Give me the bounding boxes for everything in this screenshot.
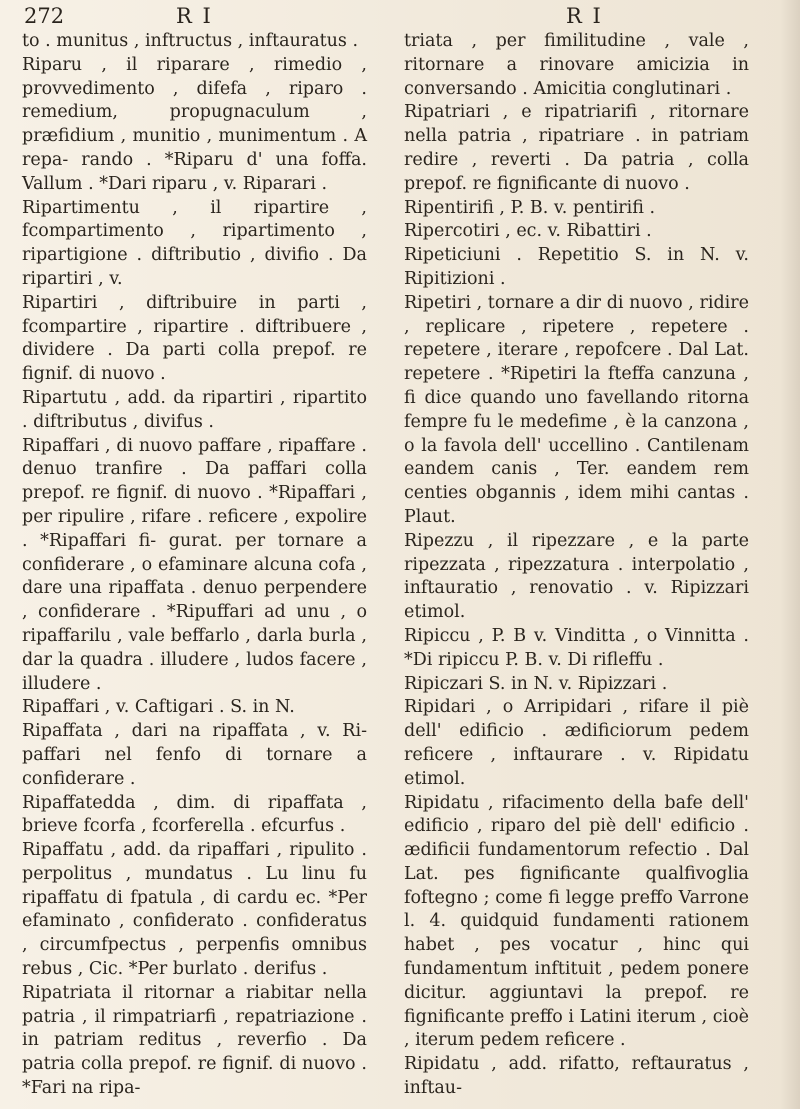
entry: Ripiczari S. in N. v. Ripizzari . [404, 673, 668, 694]
right-column [404, 30, 749, 1101]
entry: Ripezzu , il ripezzare , e la parte ripezzata , ripezzatura . interpolatio , inftauratio , renovatio . v. Ripizzari etimol. [404, 530, 749, 623]
entry: Ripaffatu , add. da ripaffari , ripulito . perpolitus , mundatus . Lu linu fu ripaffatu di fpatula , di cardu ec. *Per efaminato , confiderato . confideratus , circumfpectus , perpenfis omnibus rebus , Cic. *Per burlato . derifus . [22, 840, 367, 980]
running-head-right: R I [566, 4, 603, 28]
entry: Ripidatu , add. rifatto, reftauratus , inftau- [404, 1054, 749, 1099]
entry: Ripaffari , v. Caftigari . S. in N. [22, 697, 295, 718]
entry: Ripidatu , rifacimento della bafe dell' edificio , riparo del piè dell' edificio . ædificii fundamentorum refectio . Dal Lat. pes fignificante qualfivoglia foftegno ; come fi legge preffo Varrone l. 4. quidquid fundamenti rationem habet , pes vocatur , hinc qui fundamentum inftituit , pedem ponere dicitur. aggiuntavi la prepof. re fignificante preffo i Latini iterum , cioè , iterum pedem reficere . [404, 792, 749, 1051]
entry: Ripartutu , add. da ripartiri , ripartito . diftributus , divifus . [22, 387, 367, 432]
entry: triata , per fimilitudine , vale , ritornare a rinovare amicizia in conversando . Amicitia conglutinari . [404, 31, 749, 99]
entry: Ripercotiri , ec. v. Ribattiri . [404, 221, 652, 242]
entry: Ripartiri , diftribuire in parti , fcompartire , ripartire . diftribuere , dividere . Da parti colla prepof. re fignif. di nuovo . [22, 292, 367, 385]
entry: Ripatriata il ritornar a riabitar nella patria , il rimpatriarfi , repatriazione . in patriam reditus , reverfio . Da patria colla prepof. re fignif. di nuovo . *Fari na ripa- [22, 982, 367, 1099]
page-number: 272 [24, 4, 65, 28]
entry: Ripidari , o Arripidari , rifare il piè dell' edificio . ædificiorum pedem reficere , inftaurare . v. Ripidatu etimol. [404, 697, 749, 789]
entry: Riparu , il riparare , rimedio , provvedimento , difefa , riparo . remedium, propugnaculum , præfidium , munitio , munimentum . A repa- rando . *Riparu d' una foffa. Vallum . *Dari riparu , v. Riparari . [22, 54, 367, 194]
running-head-left: R I [176, 4, 213, 28]
entry: Ripaffatedda , dim. di ripaffata , brieve fcorfa , fcorferella . efcurfus . [22, 792, 367, 837]
entry: Ripiccu , P. B v. Vinditta , o Vinnitta . *Di ripiccu P. B. v. Di rifleffu . [404, 625, 749, 670]
entry: to . munitus , inftructus , inftauratus . [22, 31, 359, 51]
left-column [22, 30, 367, 1101]
entry: Ripaffari , di nuovo paffare , ripaffare . denuo tranfire . Da paffari colla prepof. re fignif. di nuovo . *Ripaffari , per ripulire , rifare . reficere , expolire . *Ripaffari fi- gurat. per tornare a confiderare , o efaminare alcuna cofa , dare una ripaffata . denuo perpendere , confiderare . *Ripuffari ad unu , o ripaffarilu , vale beffarlo , darla burla , dar la quadra . illudere , ludos facere , illudere . [22, 435, 367, 694]
entry: Ripeticiuni . Repetitio S. in N. v. Ripitizioni . [404, 245, 749, 289]
entry: Ripartimentu , il ripartire , fcompartimento , ripartimento , ripartigione . diftributio , divifio . Da ripartiri , v. [22, 197, 367, 289]
entry: Ripetiri , tornare a dir di nuovo , ridire , replicare , ripetere , repetere . repetere , iterare , repofcere . Dal Lat. repetere . *Ripetiri la fteffa canzuna , fi dice quando uno favellando ritorna fempre fu le medefime , è la canzona , o la favola dell' uccellino . Cantilenam eandem canis , Ter. eandem rem centies obgannis , idem mihi cantas . Plaut. [404, 292, 749, 527]
page-gutter-shadow [780, 0, 800, 1109]
entry: Ripaffata , dari na ripaffata , v. Ri- paffari nel fenfo di tornare a confiderare . [22, 721, 367, 789]
entry: Ripatriari , e ripatriarifi , ritornare nella patria , ripatriare . in patriam redire , reverti . Da patria , colla prepof. re fignificante di nuovo . [404, 102, 749, 194]
entry: Ripentirifi , P. B. v. pentirifi . [404, 197, 656, 218]
